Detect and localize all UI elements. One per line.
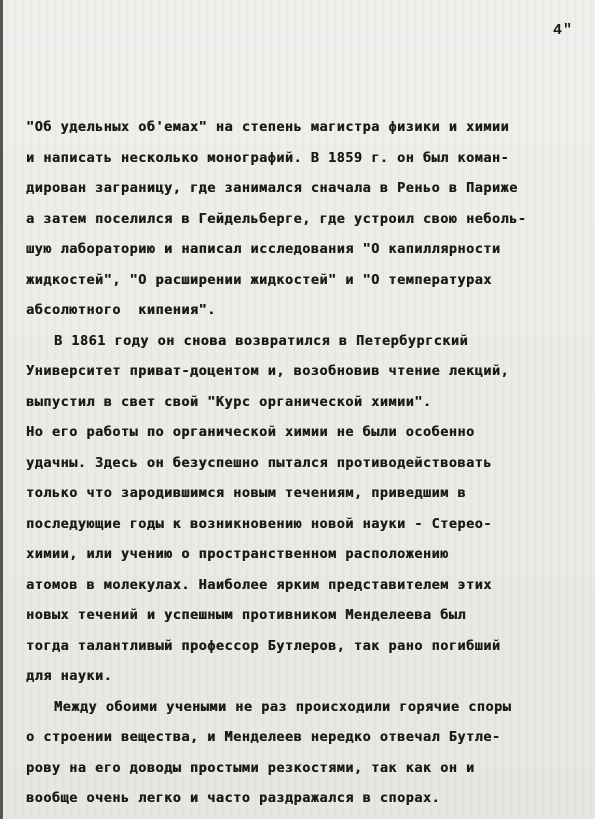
text-line: химии, или учению о пространственном расположению	[26, 546, 449, 562]
text-line: последующие годы к возникновению новой науки - Стерео-	[26, 515, 492, 532]
text-line: новых течений и успешным противником Менделеева был	[26, 607, 467, 623]
page-edge	[0, 0, 3, 819]
text-line: Университет приват-доцентом и, возобновив чтение лекций,	[26, 363, 510, 379]
text-line: только что зародившимся новым течениям, приведшим в	[26, 485, 467, 501]
text-line: тогда талантливый профессор Бутлеров, так рано погибший	[26, 637, 501, 654]
text-line: о строении вещества, и Менделеев нередко отвечал Бутле-	[26, 729, 501, 745]
text-line: абсолютного кипения".	[26, 302, 216, 318]
text-line: Но его работы по органической химии не были особенно	[26, 424, 475, 440]
body-text	[26, 112, 586, 814]
text-line: рову на его доводы простыми резкостями, так как он и	[26, 759, 475, 776]
text-line: атомов в молекулах. Наиболее ярким представителем этих	[26, 576, 492, 593]
text-line: В 1861 году он снова возвратился в Петербургский	[54, 332, 469, 349]
text-line: и написать несколько монографий. В 1859 г. он был коман-	[26, 149, 510, 166]
text-line: для науки.	[26, 668, 113, 684]
text-line: Между обоими учеными не раз происходили горячие споры	[54, 698, 512, 715]
text-line: дирован заграницу, где занимался сначала в Реньо в Париже	[26, 180, 518, 196]
text-line: удачны. Здесь он безуспешно пытался противодействовать	[26, 454, 492, 471]
text-line: жидкостей", "О расширении жидкостей" и "О температурах	[26, 271, 492, 288]
page-number: 4"	[552, 22, 573, 39]
text-line: вообще очень легко и часто раздражался в спорах.	[26, 790, 441, 806]
text-line: выпустил в свет свой "Курс органической химии".	[26, 393, 432, 410]
text-line: "Об удельных об'емах" на степень магистра физики и химии	[26, 119, 510, 135]
text-line: а затем поселился в Гейдельберге, где устроил свою неболь-	[26, 210, 527, 227]
text-line: шую лабораторию и написал исследования "О капиллярности	[26, 241, 501, 257]
